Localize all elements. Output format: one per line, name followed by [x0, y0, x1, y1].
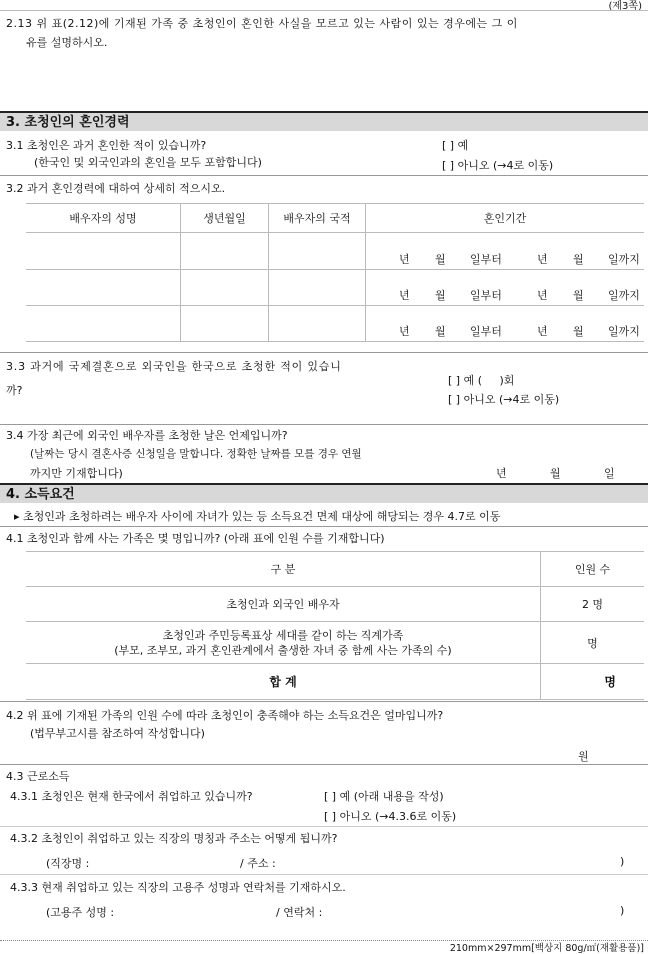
row-family-label: [26, 622, 541, 664]
period-start-year: 년: [399, 253, 410, 266]
header-nationality: 배우자의 국적: [269, 204, 366, 233]
question-4-2-line2: (법무부고시를 참조하여 작성합니다): [30, 727, 205, 740]
company-address-field[interactable]: / 주소 :: [240, 857, 276, 870]
section-4-note: ▸ 초청인과 초청하려는 배우자 사이에 자녀가 있는 등 소득요건 면제 대상에 해당되는 경우 4.7로 이동: [14, 510, 501, 523]
question-3-4-line2: (날짜는 당시 결혼사증 신청일을 말합니다. 정확한 날짜를 모를 경우 연월: [30, 448, 362, 460]
cell-spouse-name[interactable]: [26, 233, 181, 270]
question-2-13-line2: 유를 설명하시오.: [26, 36, 108, 49]
divider: [0, 175, 648, 176]
header-count: 인원 수: [541, 552, 645, 587]
period-start-year: 년: [399, 289, 410, 302]
cell-birthdate[interactable]: [181, 233, 269, 270]
row-family-count[interactable]: 명: [541, 622, 645, 664]
question-4-3-2: 4.3.2 초청인이 취업하고 있는 직장의 명칭과 주소는 어떻게 됩니까?: [10, 832, 338, 845]
date-year[interactable]: 년: [496, 467, 507, 480]
date-day[interactable]: 일: [604, 467, 615, 480]
option-4-3-1-yes[interactable]: [ ] 예 (아래 내용을 작성): [324, 790, 444, 803]
row-total-label: 합 계: [26, 664, 541, 700]
question-3-2: 3.2 과거 혼인경력에 대하여 상세히 적으시오.: [6, 182, 226, 195]
period-start-day: 일부터: [470, 325, 502, 338]
period-end-day: 일까지: [608, 253, 640, 266]
page-number: (제3쪽): [608, 1, 642, 12]
header-birthdate: 생년월일: [181, 204, 269, 233]
divider: [0, 764, 648, 765]
close-paren: ): [620, 904, 625, 917]
row-family-label-line2: (부모, 조부모, 과거 혼인관계에서 출생한 자녀 중 함께 사는 가족의 수): [114, 643, 452, 657]
option-4-3-1-no[interactable]: [ ] 아니오 (→4.3.6로 이동): [324, 810, 457, 823]
period-end-year: 년: [537, 289, 548, 302]
question-3-1-line2: (한국인 및 외국인과의 혼인을 모두 포함합니다): [34, 156, 262, 169]
question-3-4-line1: 3.4 가장 최근에 외국인 배우자를 초청한 날은 언제입니까?: [6, 429, 288, 442]
period-end-month: 월: [573, 253, 584, 266]
income-amount-unit[interactable]: 원: [578, 750, 589, 763]
row-spouses-label: 초청인과 외국인 배우자: [26, 587, 541, 622]
question-4-2-line1: 4.2 위 표에 기재된 가족의 인원 수에 따라 초청인이 충족해야 하는 소득요건은 얼마입니까?: [6, 709, 444, 722]
divider: [0, 10, 648, 11]
period-end-day: 일까지: [608, 289, 640, 302]
cell-spouse-name[interactable]: [26, 270, 181, 306]
section-4-header: 4. 소득요건: [0, 483, 648, 503]
header-marriage-period: 혼인기간: [366, 204, 645, 233]
employer-contact-field[interactable]: / 연락처 :: [276, 906, 323, 919]
question-4-3-1: 4.3.1 초청인은 현재 한국에서 취업하고 있습니까?: [10, 790, 253, 803]
cell-marriage-period[interactable]: [366, 306, 645, 342]
section-3-header: 3. 초청인의 혼인경력: [0, 111, 648, 131]
option-3-3-no[interactable]: [ ] 아니오 (→4로 이동): [448, 393, 560, 406]
period-start-month: 월: [435, 325, 446, 338]
close-paren: ): [620, 855, 625, 868]
option-3-3-yes[interactable]: [ ] 예 ( )회: [448, 374, 515, 387]
divider: [0, 424, 648, 425]
period-end-year: 년: [537, 253, 548, 266]
row-family-label-line1: 초청인과 주민등록표상 세대를 같이 하는 직계가족: [162, 628, 404, 642]
question-2-13-line1: 2.13 위 표(2.12)에 기재된 가족 중 초청인이 혼인한 사실을 모르고 있는 사람이 있는 경우에는 그 이: [6, 17, 518, 30]
period-end-month: 월: [573, 289, 584, 302]
divider: [0, 526, 648, 527]
question-4-3: 4.3 근로소득: [6, 770, 70, 783]
question-3-4-line3: 까지만 기재합니다): [30, 467, 123, 480]
divider: [0, 826, 648, 827]
cell-nationality[interactable]: [269, 270, 366, 306]
question-4-3-3: 4.3.3 현재 취업하고 있는 직장의 고용주 성명과 연락처를 기재하시오.: [10, 881, 346, 894]
cell-marriage-period[interactable]: [366, 270, 645, 306]
paper-spec-footer: 210mm×297mm[백상지 80g/㎡(재활용품)]: [449, 943, 644, 954]
cell-spouse-name[interactable]: [26, 306, 181, 342]
cell-birthdate[interactable]: [181, 270, 269, 306]
marriage-history-table: [26, 203, 644, 342]
period-start-year: 년: [399, 325, 410, 338]
cell-birthdate[interactable]: [181, 306, 269, 342]
divider: [0, 701, 648, 702]
divider: [0, 874, 648, 875]
employer-name-field[interactable]: (고용주 성명 :: [46, 906, 115, 919]
answer-2-13-area[interactable]: [26, 56, 626, 108]
divider: [0, 352, 648, 353]
cell-nationality[interactable]: [269, 233, 366, 270]
question-3-3-line2: 까?: [6, 384, 23, 397]
date-month[interactable]: 월: [550, 467, 561, 480]
period-end-day: 일까지: [608, 325, 640, 338]
period-start-month: 월: [435, 289, 446, 302]
period-start-day: 일부터: [470, 289, 502, 302]
question-3-1-line1: 3.1 초청인은 과거 혼인한 적이 있습니까?: [6, 139, 207, 152]
period-start-day: 일부터: [470, 253, 502, 266]
row-spouses-count[interactable]: 2 명: [541, 587, 645, 622]
header-spouse-name: 배우자의 성명: [26, 204, 181, 233]
period-end-month: 월: [573, 325, 584, 338]
family-count-table: [26, 551, 644, 700]
question-3-3-line1: 3.3 과거에 국제결혼으로 외국인을 한국으로 초청한 적이 있습니: [6, 360, 342, 373]
question-4-1: 4.1 초청인과 함께 사는 가족은 몇 명입니까? (아래 표에 인원 수를 기재합니다): [6, 532, 385, 545]
option-3-1-no[interactable]: [ ] 아니오 (→4로 이동): [442, 159, 554, 172]
row-total-count[interactable]: 명: [541, 664, 645, 700]
period-end-year: 년: [537, 325, 548, 338]
cell-marriage-period[interactable]: [366, 233, 645, 270]
header-category: 구 분: [26, 552, 541, 587]
option-3-1-yes[interactable]: [ ] 예: [442, 139, 469, 152]
company-name-field[interactable]: (직장명 :: [46, 857, 90, 870]
cell-nationality[interactable]: [269, 306, 366, 342]
period-start-month: 월: [435, 253, 446, 266]
